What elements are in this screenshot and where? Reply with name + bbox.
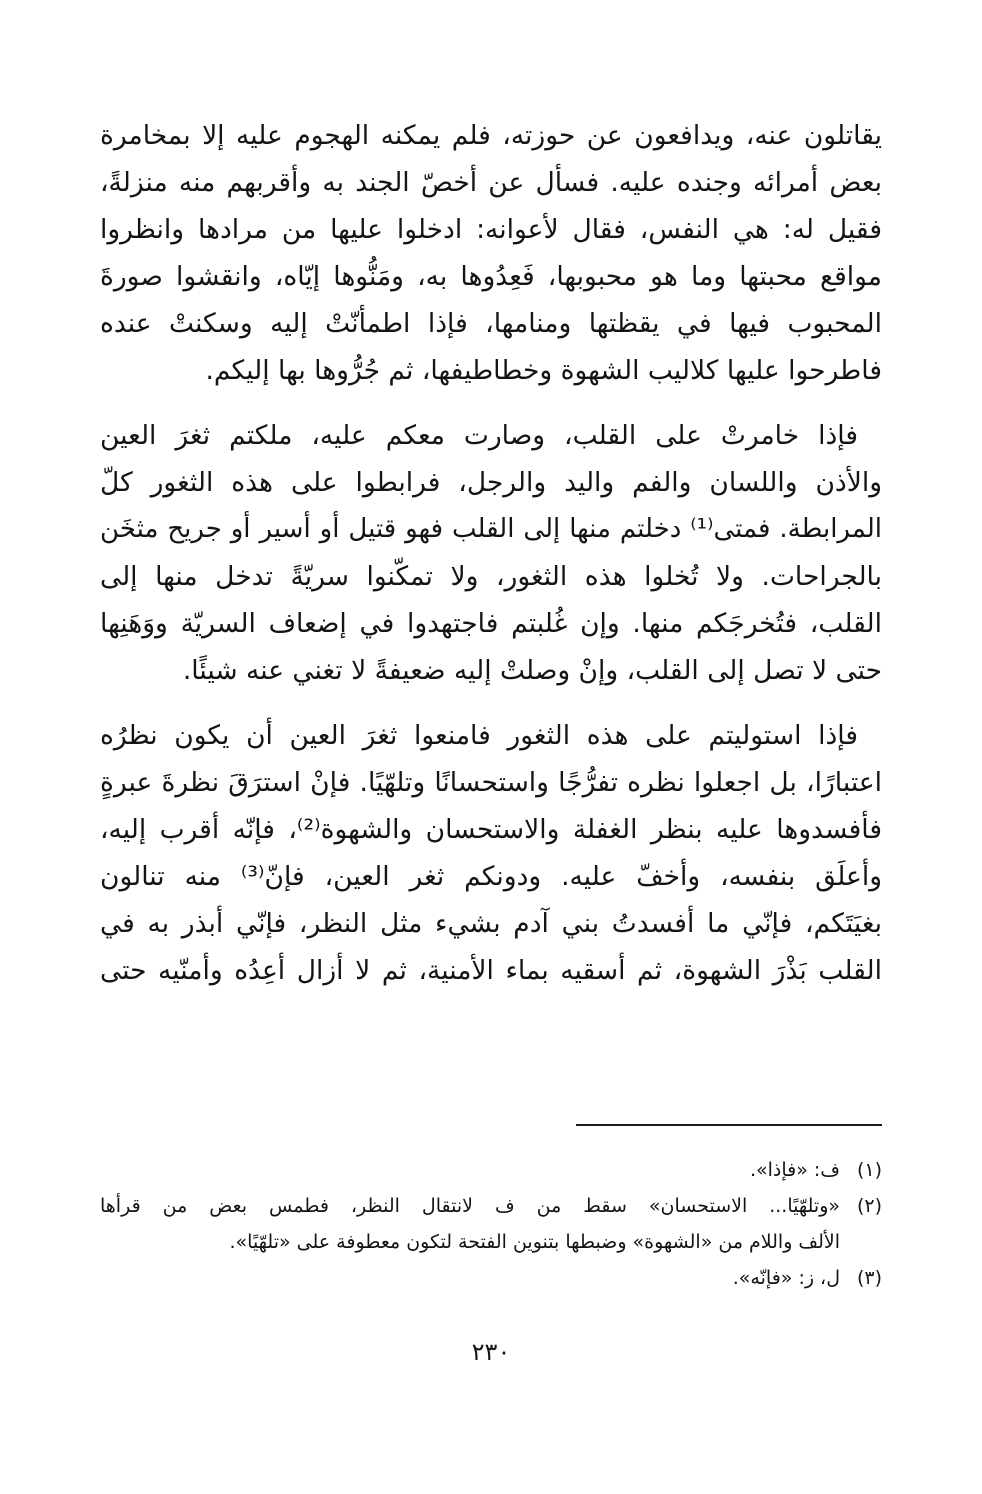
- text-line: فقيل له: هي النفس، فقال لأعوانه: ادخلوا عليها من مرادها وانظروا: [100, 214, 882, 245]
- footnote-line: الألف واللام من «الشهوة» وضبطها بتنوين الفتحة لتكون معطوفة على «تلهّيًا».: [229, 1231, 840, 1253]
- footnote-number: (٢): [856, 1195, 882, 1217]
- footnotes: [100, 1152, 882, 1296]
- text-line: مواقع محبتها وما هو محبوبها، فَعِدُوها به، ومَنُّوها إيّاه، وانقشوا صورةَ: [100, 261, 882, 292]
- text-line: بغيَتَكم، فإنّي ما أفسدتُ بني آدم بشيء مثل النظر، فإنّي أبذر به في: [100, 908, 882, 939]
- text-line: القلب، فتُخرجَكم منها. وإن غُلبتم فاجتهدوا في إضعاف السريّة ووَهَنِها: [100, 608, 882, 639]
- footnote-3: [100, 1260, 882, 1296]
- footnote-line: ل، ز: «فإنّه».: [732, 1267, 840, 1289]
- footnote-2: [100, 1188, 882, 1260]
- text-line: وأعلَق بنفسه، وأخفّ عليه. ودونكم ثغر العين، فإنّ⁽³⁾ منه تنالون: [100, 861, 882, 892]
- footnote-text: [100, 1188, 840, 1260]
- text-line: بعض أمرائه وجنده عليه. فسأل عن أخصّ الجند به وأقربهم منه منزلةً،: [100, 167, 882, 198]
- text-line: المحبوب فيها في يقظتها ومنامها، فإذا اطمأنّتْ إليه وسكنتْ عنده: [100, 308, 882, 339]
- footnote-divider: [576, 1124, 882, 1126]
- text-line: يقاتلون عنه، ويدافعون عن حوزته، فلم يمكنه الهجوم عليه إلا بمخامرة: [100, 120, 882, 151]
- text-line: فإذا استوليتم على هذه الثغور فامنعوا ثغرَ العين أن يكون نظرُه: [100, 720, 858, 751]
- footnote-text: [100, 1260, 840, 1296]
- footnote-line: «وتلهّيًا... الاستحسان» سقط من ف لانتقال النظر، فطمس بعض من قرأها: [100, 1195, 840, 1217]
- text-line: فإذا خامرتْ على القلب، وصارت معكم عليه، ملكتم ثغرَ العين: [100, 420, 858, 451]
- text-line: حتى لا تصل إلى القلب، وإنْ وصلتْ إليه ضعيفةً لا تغني عنه شيئًا.: [182, 655, 882, 686]
- text-line: اعتبارًا، بل اجعلوا نظره تفرُّجًا واستحسانًا وتلهّيًا. فإنْ استرَقَ نظرةَ عبرةٍ: [100, 767, 882, 798]
- paragraph-2: [100, 412, 882, 694]
- text-line: المرابطة. فمتى⁽¹⁾ دخلتم منها إلى القلب فهو قتيل أو أسير أو جريح مثخَن: [100, 514, 882, 544]
- text-line: والأذن واللسان والفم واليد والرجل، فرابطوا على هذه الثغور كلّ: [100, 467, 882, 498]
- page-content: [100, 112, 882, 1482]
- text-line: فاطرحوا عليها كلاليب الشهوة وخطاطيفها، ثم جُرُّوها بها إليكم.: [205, 355, 882, 386]
- footnote-text: [100, 1152, 840, 1188]
- footnote-number: (١): [856, 1159, 882, 1181]
- paragraph-1: [100, 112, 882, 394]
- text-line: بالجراحات. ولا تُخلوا هذه الثغور، ولا تمكّنوا سريّةً تدخل منها إلى: [100, 561, 882, 592]
- page-number: ٢٣٠: [471, 1338, 511, 1366]
- text-line: القلب بَذْرَ الشهوة، ثم أسقيه بماء الأمنية، ثم لا أزال أعِدُه وأمنّيه حتى: [100, 955, 882, 986]
- footnote-number: (٣): [856, 1267, 882, 1289]
- text-line: فأفسدوها عليه بنظر الغفلة والاستحسان والشهوة⁽²⁾، فإنّه أقرب إليه،: [100, 814, 883, 845]
- paragraph-3: [100, 712, 882, 994]
- footnote-1: [100, 1152, 882, 1188]
- footnote-line: ف: «فإذا».: [749, 1159, 840, 1181]
